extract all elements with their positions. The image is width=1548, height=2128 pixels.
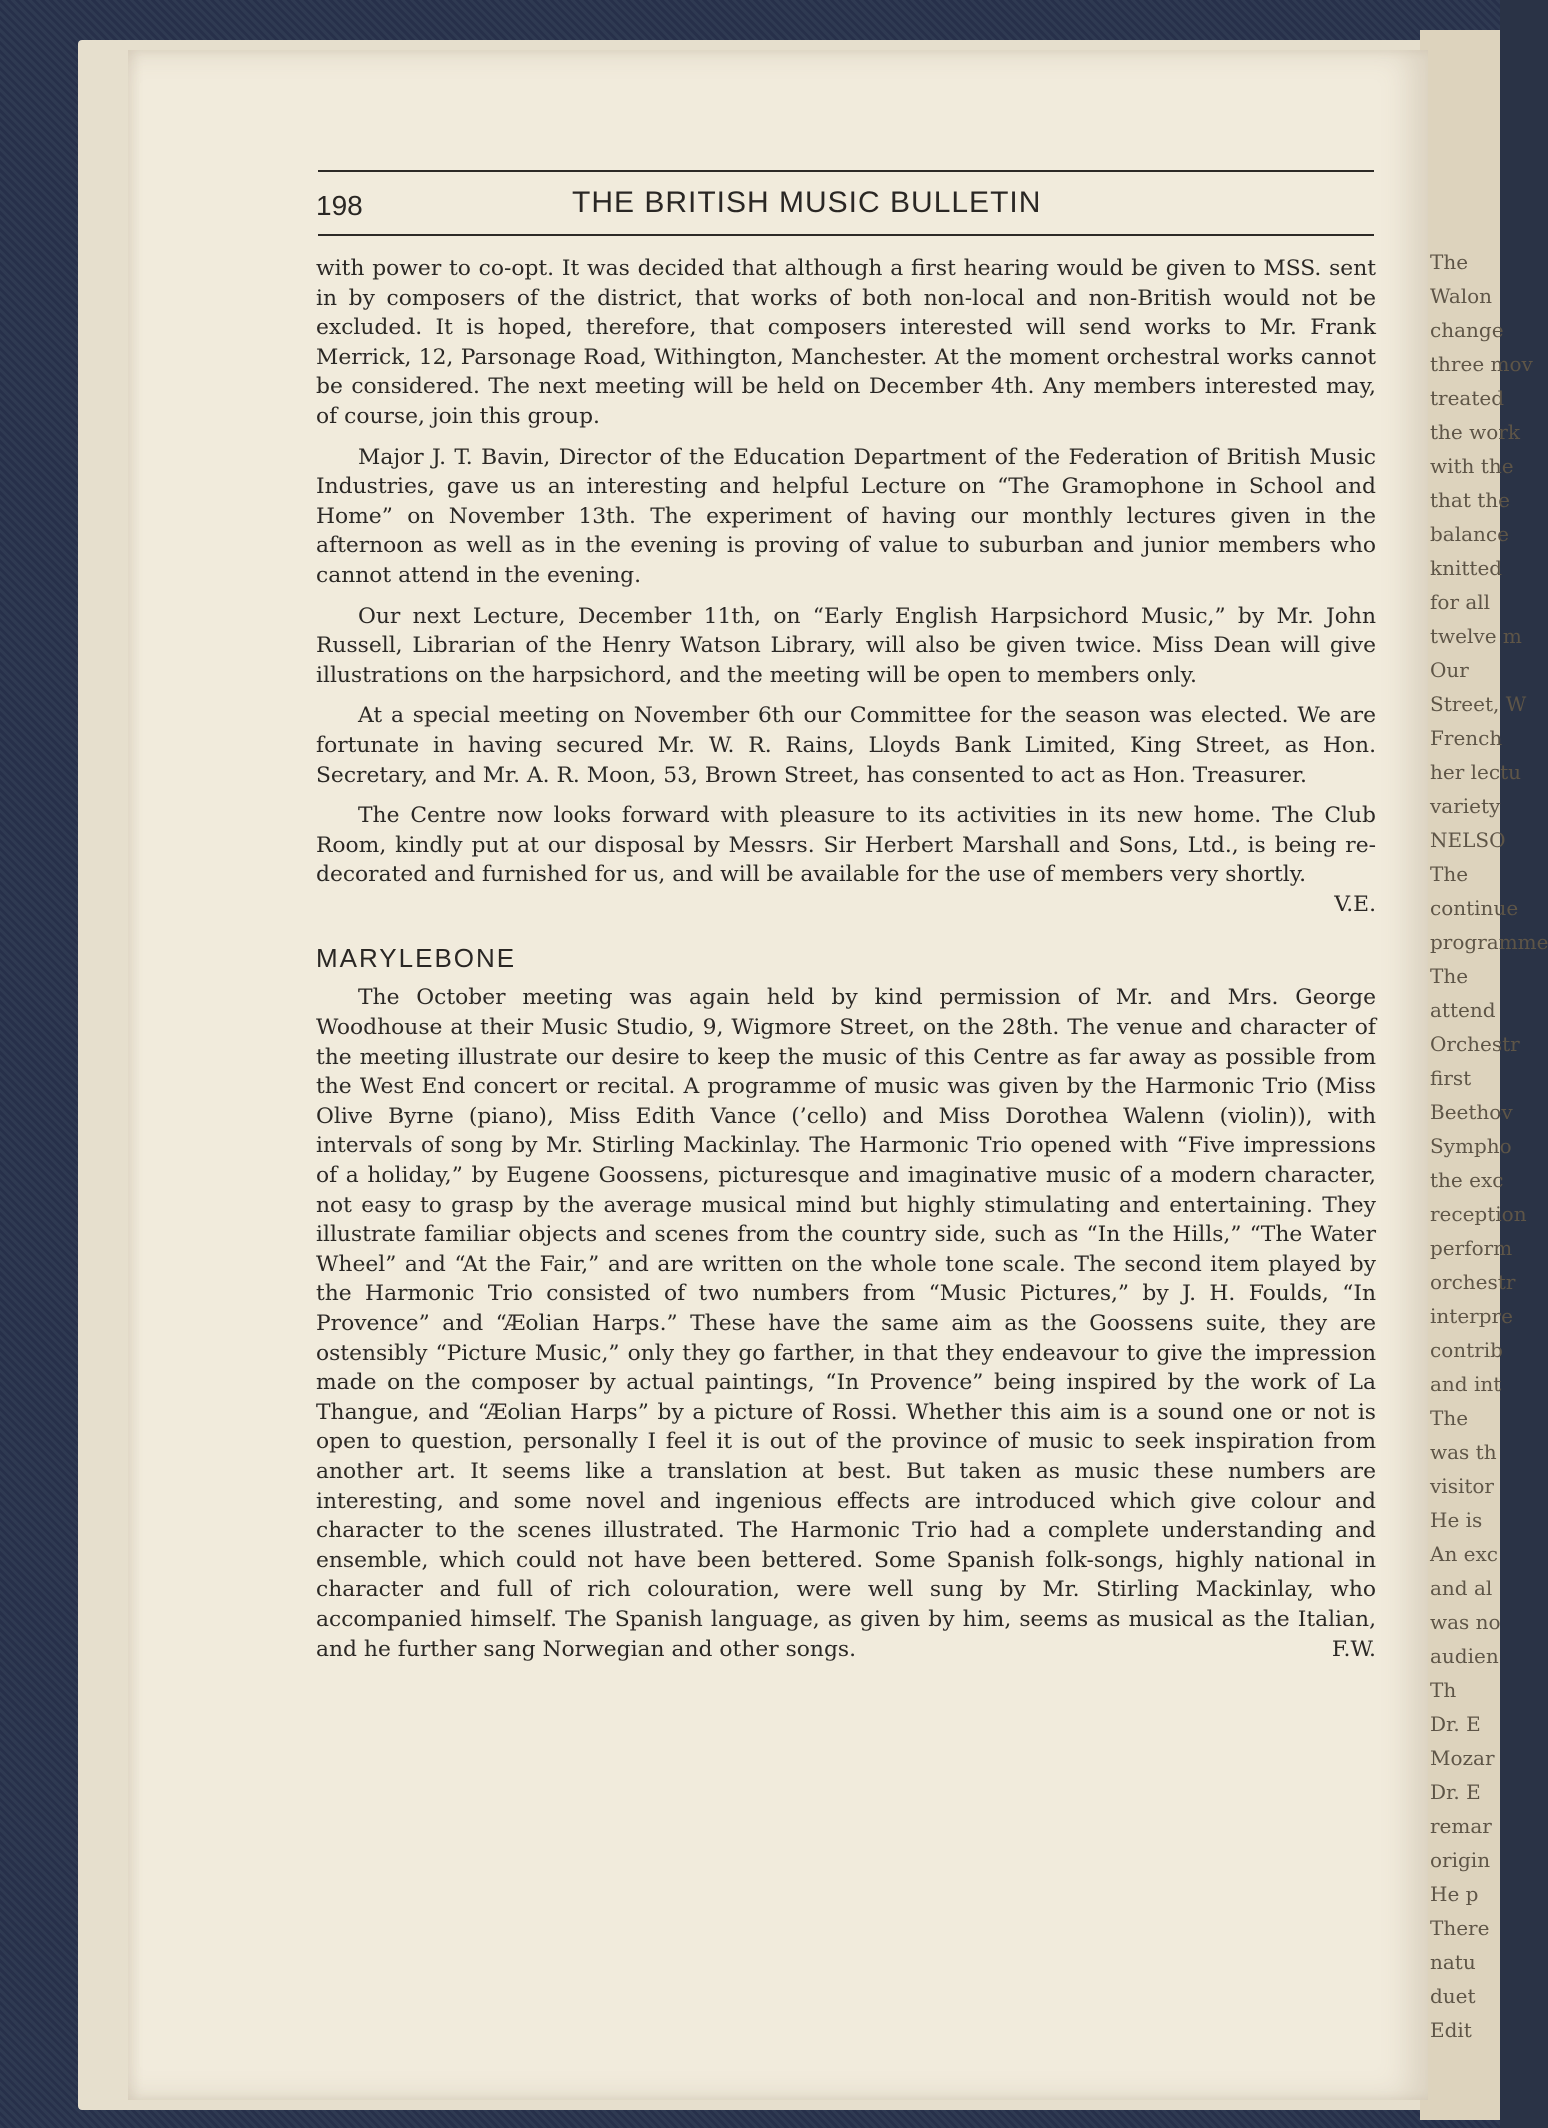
facing-page-fragment: French — [1430, 726, 1503, 750]
paragraph: At a special meeting on November 6th our Committee for the season was elected. We are fortunate in having secured Mr. W. R. Rains, Lloyds Bank Limited, King Street, as Hon. Secretary, and Mr. A. R. Moon, 53, Brown Street, has consented to act as Hon. Treasurer. — [316, 703, 1376, 788]
facing-page-fragment: programme — [1430, 930, 1548, 954]
facing-page-fragment: first — [1430, 1066, 1472, 1090]
paragraph-text: The October meeting was again held by kind permission of Mr. and Mrs. George Woodhouse at their Music Studio, 9, Wigmore Street, on the 28th. The venue and character of the meeting illustrate our desire to keep the music of this Centre as far away as possible from the West End concert or recital. A programme of music was given by the Harmonic Trio (Miss Olive Byrne (piano), Miss Edith Vance (’cello) and Miss Dorothea Walenn (violin)), with intervals of song by Mr. Stirling Mackinlay. The Harmonic Trio opened with “Five impressions of a holiday,” by Eugene Goossens, picturesque and imaginative music of a modern character, not easy to grasp by the average musical mind but highly stimulating and entertaining. They illustrate familiar objects and scenes from the country side, such as “In the Hills,” “The Water Wheel” and “At the Fair,” and are written on the whole tone scale. The second item played by the Harmonic Trio consisted of two numbers from “Music Pictures,” by J. H. Foulds, “In Provence” and “Æolian Harps.” These have the same aim as the Goossens suite, they are ostensibly “Picture Music,” only they go farther, in that they endeavour to give the impression made on the composer by actual paintings, “In Provence” being inspired by the work of La Thangue, and “Æolian Harps” by a picture of Rossi. Whether this aim is a sound one or not is open to question, personally I feel it is out of the province of music to seek inspiration from another art. It seems like a translation at best. But taken as music these numbers are interesting, and some novel and ingenious effects are introduced which give colour and character to the scenes illustrated. The Harmonic Trio had a complete understanding and ensemble, which could not have been bettered. Some Spanish folk-songs, highly national in character and full of rich colouration, were well sung by Mr. Stirling Mackinlay, who accompanied himself. The Spanish language, as given by him, seems as musical as the Italian, and he further sang Norwegian and other songs. — [316, 985, 1376, 1662]
facing-page-fragment: Street, W — [1430, 692, 1527, 716]
section-heading: MARYLEBONE — [316, 942, 517, 973]
paragraph — [316, 983, 1376, 1664]
header-rule-bottom — [318, 234, 1374, 236]
page-number: 198 — [316, 190, 363, 221]
facing-page-fragment: Sympho — [1430, 1134, 1512, 1158]
paragraph: Our next Lecture, December 11th, on “Early English Harpsichord Music,” by Mr. John Russell, Librarian of the Henry Watson Library, will also be given twice. Miss Dean will give illustrations on the harpsichord, and the meeting will be open to members only. — [316, 603, 1376, 688]
facing-page-fragment: The — [1430, 1406, 1469, 1430]
facing-page-fragment: The — [1430, 862, 1469, 886]
facing-page-fragment: audien — [1430, 1644, 1499, 1668]
running-title: THE BRITISH MUSIC BULLETIN — [572, 186, 1042, 219]
facing-page-fragment: Beethov — [1430, 1100, 1513, 1124]
paragraph: Major J. T. Bavin, Director of the Education Department of the Federation of British Music Industries, gave us an interesting and helpful Lecture on “The Gramophone in School and Home” on November 13th. The experiment of having our monthly lectures given in the afternoon as well as in the evening is proving of value to suburban and junior members who cannot attend in the evening. — [316, 444, 1376, 588]
facing-page-fragment: He is — [1430, 1508, 1483, 1532]
facing-page-fragment: and al — [1430, 1576, 1493, 1600]
signature: V.E. — [1334, 891, 1376, 917]
facing-page-fragment: knitted — [1430, 556, 1503, 580]
facing-page-fragment: her lectu — [1430, 760, 1521, 784]
facing-page-fragment: contrib — [1430, 1338, 1503, 1362]
facing-page-fragment: Edit — [1430, 2018, 1472, 2042]
facing-page-fragment: the work — [1430, 420, 1520, 444]
facing-page-fragment: and int — [1430, 1372, 1502, 1396]
facing-page-fragment: continue — [1430, 896, 1519, 920]
facing-page-fragment: the exc — [1430, 1168, 1504, 1192]
facing-page-fragment: change — [1430, 318, 1504, 342]
facing-page-fragment: remar — [1430, 1814, 1492, 1838]
article-body — [316, 254, 1376, 1675]
facing-page-fragment: balance — [1430, 522, 1509, 546]
facing-page-fragment: origin — [1430, 1848, 1491, 1872]
facing-page-fragment: perform — [1430, 1236, 1513, 1260]
facing-page-fragment: orchestr — [1430, 1270, 1516, 1294]
facing-page-fragment: interpre — [1430, 1304, 1513, 1328]
facing-page-fragment: Dr. E — [1430, 1712, 1481, 1736]
facing-page-fragment: that the — [1430, 488, 1510, 512]
facing-page-fragment: was th — [1430, 1440, 1497, 1464]
facing-page-fragment: twelve m — [1430, 624, 1522, 648]
paragraph-text: The Centre now looks forward with pleasure to its activities in its new home. The Club Room, kindly put at our disposal by Messrs. Sir Herbert Marshall and Sons, Ltd., is being re-decorated and furnished for us, and will be available for the use of members very shortly. — [316, 803, 1376, 888]
facing-page-fragment: Our — [1430, 658, 1469, 682]
facing-page-fragment: Th — [1430, 1678, 1457, 1702]
facing-page-fragment: There — [1430, 1916, 1490, 1940]
signature: F.W. — [1331, 1636, 1376, 1662]
facing-page-fragment: was no — [1430, 1610, 1501, 1634]
facing-page-fragment: An exc — [1430, 1542, 1498, 1566]
facing-page-fragment: visitor — [1430, 1474, 1494, 1498]
facing-page-edge — [1420, 30, 1548, 2120]
facing-page-fragment: for all — [1430, 590, 1491, 614]
facing-page-fragment: Walon — [1430, 284, 1493, 308]
paragraph — [316, 801, 1376, 917]
facing-page-fragment: He p — [1430, 1882, 1479, 1906]
paragraph: with power to co-opt. It was decided that although a first hearing would be given to MSS. sent in by composers of the district, that works of both non-local and non-British would not be excluded. It is hoped, therefore, that composers interested will send works to Mr. Frank Merrick, 12, Parsonage Road, Withington, Manchester. At the moment orchestral works cannot be considered. The next meeting will be held on December 4th. Any members interested may, of course, join this group. — [316, 256, 1376, 429]
facing-page-fragment: natu — [1430, 1950, 1476, 1974]
facing-page-fragment: Orchestr — [1430, 1032, 1520, 1056]
header-rule-top — [318, 170, 1374, 172]
facing-page-fragment: three mov — [1430, 352, 1533, 376]
facing-page-fragment: Dr. E — [1430, 1780, 1481, 1804]
facing-page-fragment: The — [1430, 250, 1469, 274]
facing-page-fragment: reception — [1430, 1202, 1527, 1226]
facing-page-fragment: Mozar — [1430, 1746, 1495, 1770]
facing-page-fragment: variety — [1430, 794, 1501, 818]
facing-page-fragment: The — [1430, 964, 1469, 988]
facing-page-fragment: attend — [1430, 998, 1496, 1022]
facing-page-fragment: NELSO — [1430, 828, 1506, 852]
facing-page-fragment: treated — [1430, 386, 1505, 410]
facing-page-fragment: duet — [1430, 1984, 1476, 2008]
facing-page-fragment: with the — [1430, 454, 1514, 478]
